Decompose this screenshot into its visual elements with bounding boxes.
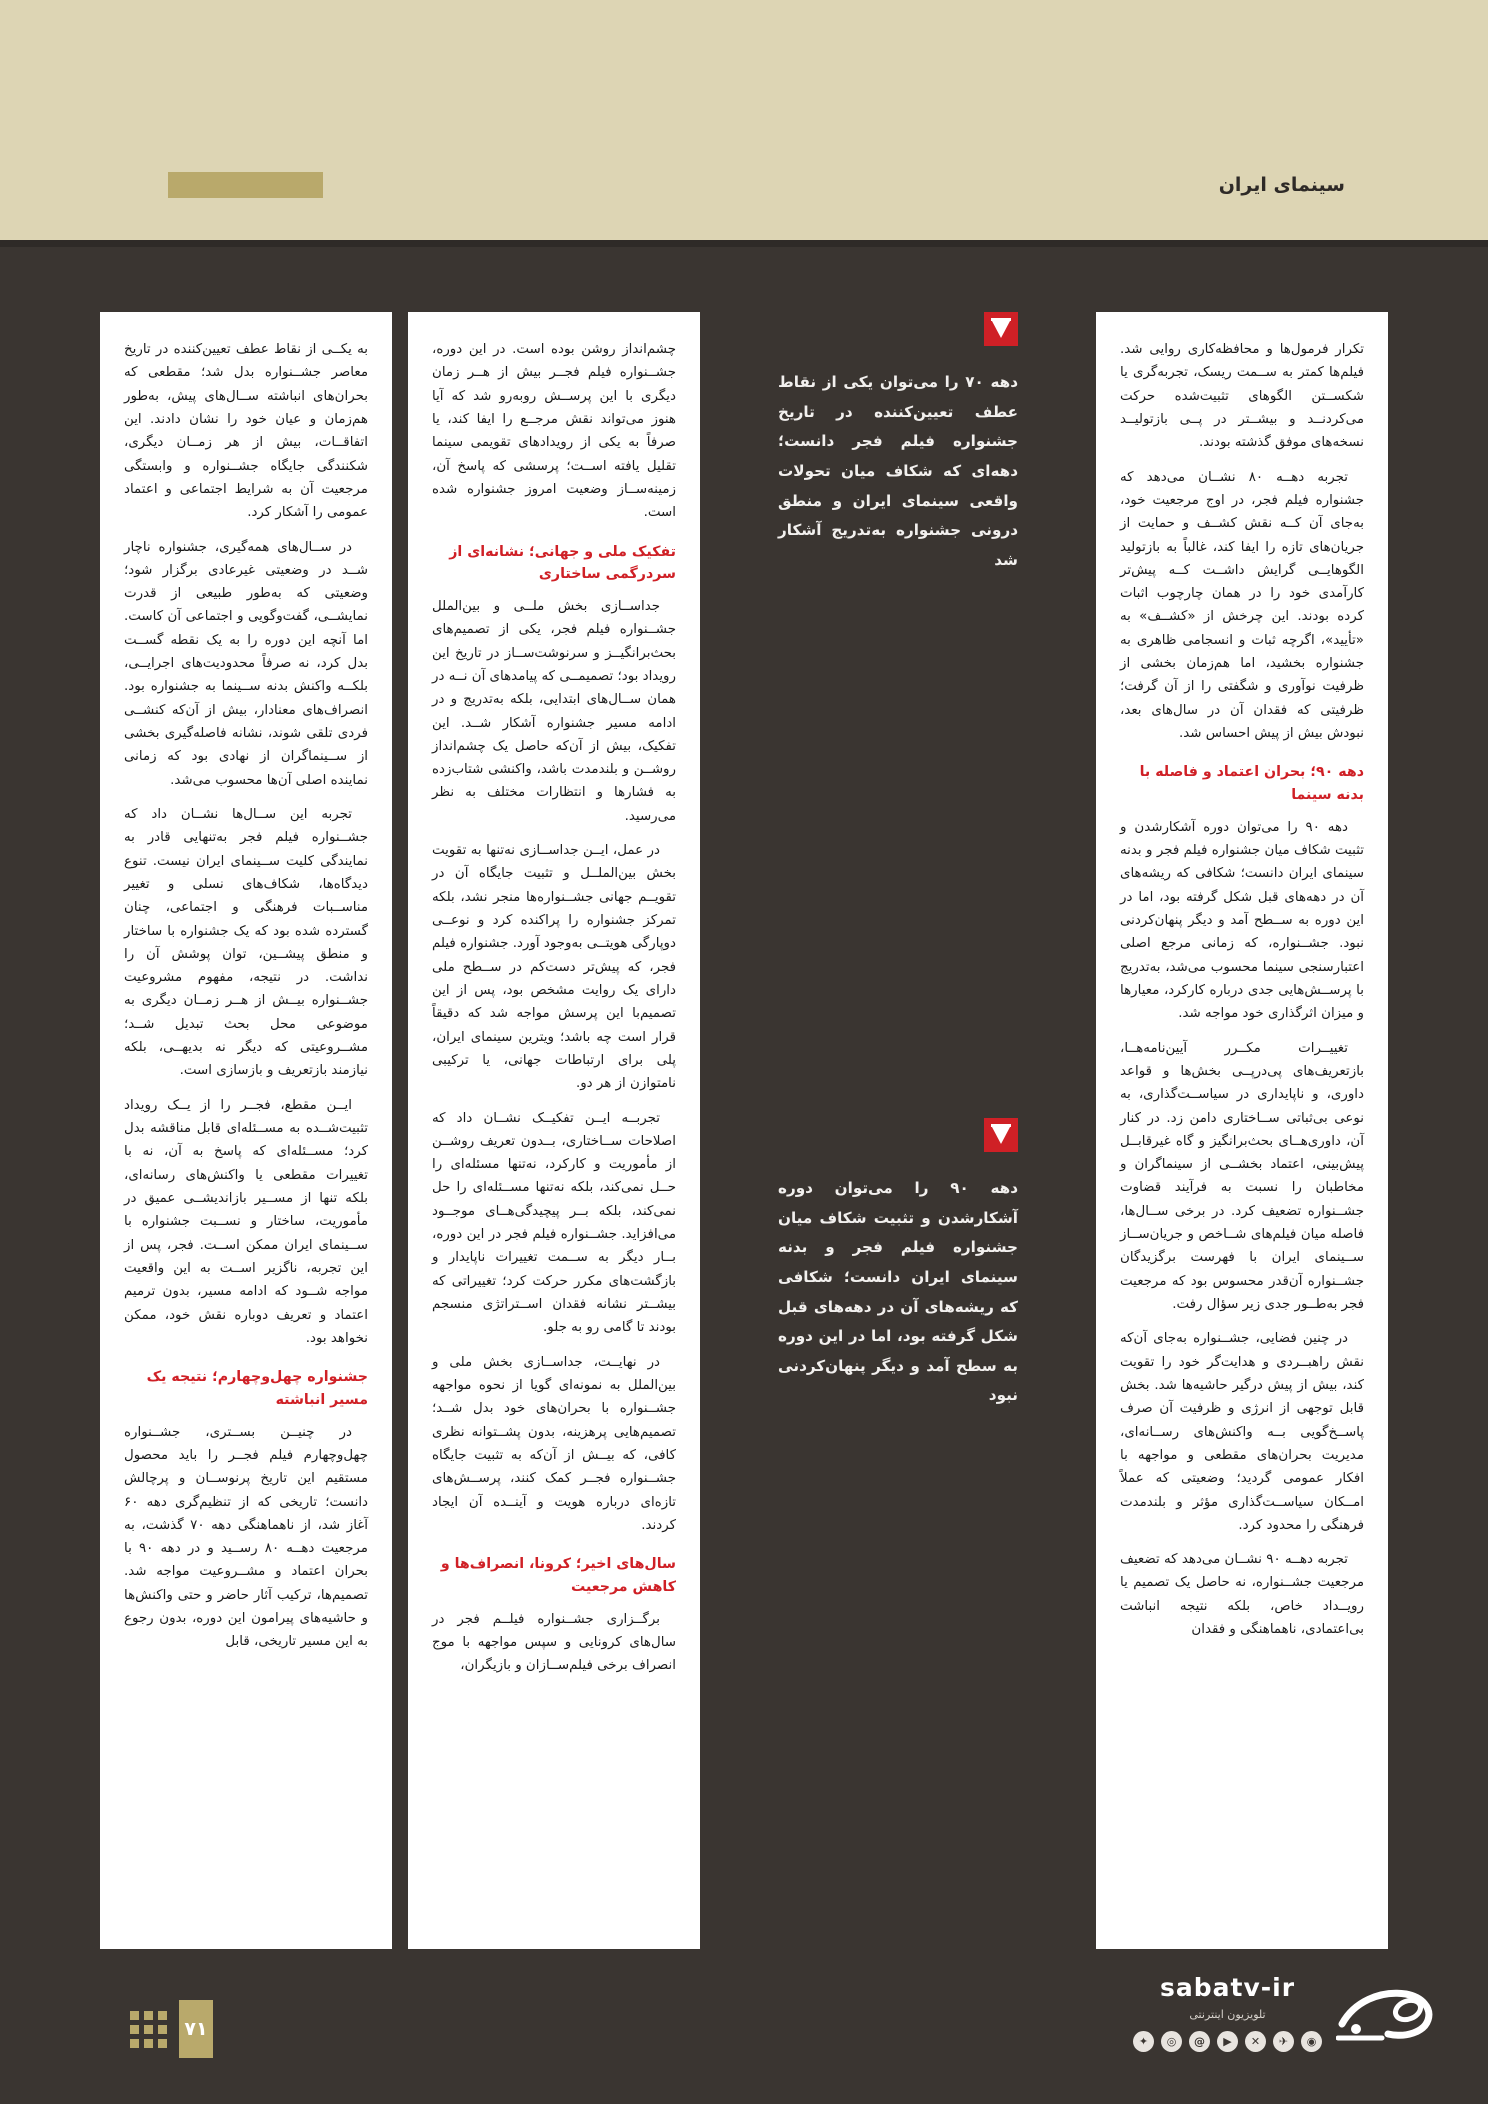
aparat-icon[interactable]: ▶	[1217, 2031, 1238, 2052]
paragraph: در نهایــت، جداســازی بخش ملی و بین‌الملل به نمونه‌ای گویا از نحوه مواجهه جشــنواره با بحران‌های خود بدل شــد؛ تصمیم‌هایی پرهزینه، بدون پشــتوانه نظری کافی، که بیــش از آن‌که به تثبیت جایگاه جشــنواره فجــر کمک کنند، پرســش‌های تازه‌ای درباره هویت و آینــده آن ایجاد کردند.	[432, 1354, 676, 1533]
section-title: سینمای ایران	[1218, 174, 1345, 196]
paragraph: در چنیــن بســتری، جشــنواره چهل‌وچهارم فیلم فجــر را باید محصول مستقیم این تاریخ پرنوســان و پرچالش دانست؛ تاریخی که از تنظیم‌گری دهه ۶۰ آغاز شد، از ناهماهنگی دهه ۷۰ گذشت، به مرجعیت دهــه ۸۰ رســید و در دهه ۹۰ با بحران اعتماد و مشــروعیت مواجه شد. تصمیم‌ها، ترکیب آثار حاضر و حتی واکنش‌ها و حاشیه‌های پیرامون این دوره، بدون رجوع به این مسیر تاریخی، قابل	[124, 1424, 368, 1650]
paragraph: ایــن مقطع، فجــر را از یــک رویداد تثبیت‌شــده به مســئله‌ای قابل مناقشه بدل کرد؛ مســئله‌ای که پاسخ به آن، نه با تغییرات مقطعی یا واکنش‌های رسانه‌ای، بلکه تنها از مســیر بازاندیشــی عمیق در مأموریت، ساختار و نســبت جشنواره با ســینمای ایران ممکن اســت. فجر، پس از این تجربه، ناگزیر اســت به این واقعیت مواجه شــود که ادامه مسیر، بدون ترمیم اعتماد و تعریف دوباره نقش خود، ممکن نخواهد بود.	[124, 1097, 368, 1346]
brand-subtitle: تلویزیون اینترنتی	[1189, 2008, 1266, 2021]
page-number-block	[130, 2000, 213, 2058]
brand-name: sabatv-ir	[1159, 1973, 1296, 2002]
subheading: دهه ۹۰؛ بحران اعتماد و فاصله با بدنه سینما	[1139, 764, 1364, 804]
eitaa-icon[interactable]: ✦	[1133, 2031, 1154, 2052]
paragraph: در چنین فضایی، جشــنواره به‌جای آن‌که نقش راهبــردی و هدایت‌گر خود را تقویت کند، بیش از پیش درگیر حاشیه‌ها شد. بخش قابل توجهی از انرژی و ظرفیت آن صرف پاســخ‌گویی بــه واکنش‌های رســانه‌ای، مدیریت بحران‌های مقطعی و مواجهه با افکار عمومی گردید؛ وضعیتی که عملاً امــکان سیاســت‌گذاری مؤثر و بلندمدت فرهنگی را محدود کرد.	[1120, 1331, 1364, 1533]
threads-icon[interactable]: @	[1189, 2031, 1210, 2052]
telegram-icon[interactable]: ✈	[1273, 2031, 1294, 2052]
paragraph: به یکــی از نقاط عطف تعیین‌کننده در تاریخ معاصر جشــنواره بدل شد؛ مقطعی که بحران‌های انباشته ســال‌های پیش، به‌طور هم‌زمان و عیان خود را نشان دادند. این اتفاقــات، بیش از هر زمــان دیگری، شکنندگی جایگاه جشــنواره و وابستگی مرجعیت آن به شرایط اجتماعی و اعتماد عمومی را آشکار کرد.	[124, 342, 368, 521]
footer-brand-block	[1133, 1973, 1322, 2052]
header-color-swatch	[168, 172, 323, 198]
sabatv-logo-icon	[1336, 1980, 1440, 2046]
paragraph: دهه ۹۰ را می‌توان دوره آشکارشدن و تثبیت شکاف میان جشنواره فیلم فجر و بدنه سینمای ایران دانست؛ شکافی که ریشه‌های آن در دهه‌های قبل شکل گرفته بود، اما در این دوره به ســطح آمد و دیگر پنهان‌کردنی نبود. جشــنواره، که زمانی مرجع اصلی اعتبارسنجی سینما محسوب می‌شد، به‌تدریج با پرســش‌هایی جدی درباره کارکرد، معیارها و میزان اثرگذاری خود مواجه شد.	[1120, 819, 1364, 1022]
paragraph: تکرار فرمول‌ها و محافظه‌کاری روایی شد. فیلم‌ها کمتر به ســمت ریسک، تجربه‌گری یا شکســتن الگوهای تثبیت‌شده حرکت می‌کردنــد و بیشــتر در پــی بازتولیــد نسخه‌های موفق گذشته بودند.	[1120, 342, 1364, 451]
subheading: تفکیک ملی و جهانی؛ نشانه‌ای از سردرگمی ساختاری	[449, 543, 676, 583]
subheading: جشنواره چهل‌وچهارم؛ نتیجه یک مسیر انباشته	[146, 1369, 368, 1408]
pull-quote-text: دهه ۹۰ را می‌توان دوره آشکارشدن و تثبیت شکاف میان جشنواره فیلم فجر و بدنه سینمای ایران دانست؛ شکافی که ریشه‌های آن در دهه‌های قبل شکل گرفته بود، اما در این دوره به سطح آمد و دیگر پنهان‌کردنی نبود	[778, 1179, 1018, 1405]
footer-logo	[1133, 1973, 1440, 2052]
pull-quote-text: دهه ۷۰ را می‌توان یکی از نقاط عطف تعیین‌کننده در تاریخ جشنواره فیلم فجر دانست؛ دهه‌ای که شکاف میان تحولات واقعی سینمای ایران و منطق درونی جشنواره به‌تدریج آشکار شد	[778, 373, 1018, 569]
quote-mark-icon	[984, 1118, 1018, 1152]
paragraph: تغییــرات مکــرر آیین‌نامه‌هــا، بازتعریف‌های پی‌درپــی بخش‌ها و قواعد داوری، و ناپایداری در سیاســت‌گذاری، به نوعی بی‌ثباتی ســاختاری دامن زد. در کنار آن، داوری‌هــای بحث‌برانگیز و گاه غیرقابــل پیش‌بینی، اعتماد بخشــی از سینماگران و مخاطبان را نسبت به فرآیند قضاوت جشــنواره تضعیف کرد. در برخی ســال‌ها، فاصله میان فیلم‌های شــاخص و جریان‌ســاز ســینمای ایران با فهرست برگزیدگان جشــنواره آن‌قدر محسوس بود که مرجعیت فجر به‌طــور جدی زیر سؤال رفت.	[1120, 1040, 1364, 1312]
quote-mark-icon	[984, 312, 1018, 346]
paragraph: در ســال‌های همه‌گیری، جشنواره ناچار شــد در وضعیتی غیرعادی برگزار شود؛ وضعیتی که به‌طور طبیعی از قدرت نمایشــی، گفت‌وگویی و اجتماعی آن کاست. اما آنچه این دوره را به یک نقطه گســت بدل کرد، نه صرفاً محدودیت‌های اجرایــی، بلکــه واکنش بدنه ســینما به جشنواره بود. انصراف‌های معنادار، بیش از آن‌که کنشــی فردی تلقی شوند، نشانه فاصله‌گیری بخشی از ســینماگران از نهادی بود که زمانی نماینده اصلی آن‌ها محسوب می‌شد.	[124, 539, 368, 788]
paragraph: چشم‌انداز روشن بوده است. در این دوره، جشــنواره فیلم فجــر بیش از هــر زمان دیگری با این پرســش روبه‌رو شد که آیا هنوز می‌تواند نقش مرجــع را ایفا کند، یا صرفاً به یکی از رویدادهای تقویمی سینما تقلیل یافته اســت؛ پرسشی که پاسخ آن، زمینه‌ســاز وضعیت امروز جشنواره شده است.	[432, 342, 676, 521]
text-column-4	[1096, 312, 1388, 1949]
x-icon[interactable]: ✕	[1245, 2031, 1266, 2052]
pull-quote-1	[752, 312, 1044, 575]
text-column-1	[100, 312, 392, 1949]
paragraph: در عمل، ایــن جداســازی نه‌تنها به تقویت بخش بین‌الملــل و تثبیت جایگاه آن در تقویــم جهانی جشــنواره‌ها منجر نشد، بلکه تمرکز جشنواره را پراکنده کرد و نوعــی دوپارگی هویتــی به‌وجود آورد. جشنواره فیلم فجر، که پیش‌تر دست‌کم در ســطح ملی دارای یک روایت مشخص بود، پس از این تصمیم‌با این پرسش مواجه شد که دقیقاً قرار است چه باشد؛ ویترین سینمای ایران، پلی برای ارتباطات جهانی، یا ترکیبی نامتوازن از هر دو.	[432, 843, 676, 1092]
page-number: ۷۱	[179, 2000, 213, 2058]
instagram-icon[interactable]: ◉	[1301, 2031, 1322, 2052]
subheading: سال‌های اخیر؛ کرونا، انصراف‌ها و کاهش مرجعیت	[440, 1556, 676, 1595]
decorative-dot-grid	[130, 2011, 167, 2048]
paragraph: جداســازی بخش ملــی و بین‌الملل جشــنواره فیلم فجر، یکی از تصمیم‌های بحث‌برانگیــز و سرنوشت‌ســاز در تاریخ این رویداد بود؛ تصمیمــی که پیامدهای آن نــه در همان ســال‌های ابتدایی، بلکه به‌تدریج و در ادامه مسیر جشنواره آشکار شــد. این تفکیک، بیش از آن‌که حاصل یک چشم‌انداز روشــن و بلندمدت باشد، واکنشی شتاب‌زده به فشارها و انتظارات مختلف به نظر می‌رسید.	[432, 598, 676, 824]
header-band	[0, 0, 1488, 240]
paragraph: تجربه دهــه ۸۰ نشــان می‌دهد که جشنواره فیلم فجر، در اوج مرجعیت خود، به‌جای آن کــه نقش کشــف و حمایت از جریان‌های تازه را ایفا کند، غالباً به بازتولید الگوهایــی گرایش داشــت کــه پیش‌تر کارآمدی خود را در همان چارچوب اثبات کرده بودند. این چرخش از «کشــف» به «تأیید»، اگرچه ثبات و انسجامی ظاهری به جشنواره بخشید، اما هم‌زمان بخشی از ظرفیت نوآوری و شگفتی را از آن گرفت؛ ظرفیتی که فقدان آن در سال‌های بعد، نبودش بیش از پیش احساس شد.	[1120, 469, 1364, 741]
paragraph: برگــزاری جشــنواره فیلــم فجر در سال‌های کرونایی و سپس مواجهه با موج انصراف برخی فیلم‌ســازان و بازیگران،	[432, 1611, 676, 1674]
pull-quote-2	[752, 1118, 1044, 1411]
social-links	[1133, 2031, 1322, 2052]
paragraph: تجربه این ســال‌ها نشــان داد که جشــنواره فیلم فجر به‌تنهایی قادر به نمایندگی کلیت ســینمای ایران نیست. تنوع دیدگاه‌ها، شکاف‌های نسلی و تغییر مناســبات فرهنگی و اجتماعی، چنان گسترده شده بود که یک جشنواره با ساختار و منطق پیشــین، توان پوشش آن را نداشت. در نتیجه، مفهوم مشروعیت جشــنواره بیــش از هــر زمــان دیگری به موضوعی محل بحث تبدیل شــد؛ مشــروعیتی که دیگر نه بدیهــی، بلکه نیازمند بازتعریف و بازسازی است.	[124, 806, 368, 1079]
rubika-icon[interactable]: ◎	[1161, 2031, 1182, 2052]
paragraph: تجربه دهــه ۹۰ نشــان می‌دهد که تضعیف مرجعیت جشــنواره، نه حاصل یک تصمیم یا رویــداد خاص، بلکه نتیجه انباشت بی‌اعتمادی، ناهماهنگی و فقدان	[1120, 1552, 1364, 1638]
paragraph: تجربــه ایــن تفکیــک نشــان داد که اصلاحات ســاختاری، بــدون تعریف روشــن از مأموریت و کارکرد، نه‌تنها مسئله‌ای را حــل نمی‌کند، بلکه نه‌تنها مســئله‌ای را حل نمی‌کند، بلکه بــر پیچیدگی‌هــای موجــود می‌افزاید. جشــنواره فیلم فجر در این دوره، بــار دیگر به ســمت تغییرات ناپایدار و بازگشت‌های مکرر حرکت کرد؛ تغییراتی که بیشــتر نشانه فقدان اســتراتژی منسجم بودند تا گامی رو به جلو.	[432, 1110, 676, 1336]
header-rule	[0, 240, 1488, 247]
text-column-3	[408, 312, 700, 1949]
